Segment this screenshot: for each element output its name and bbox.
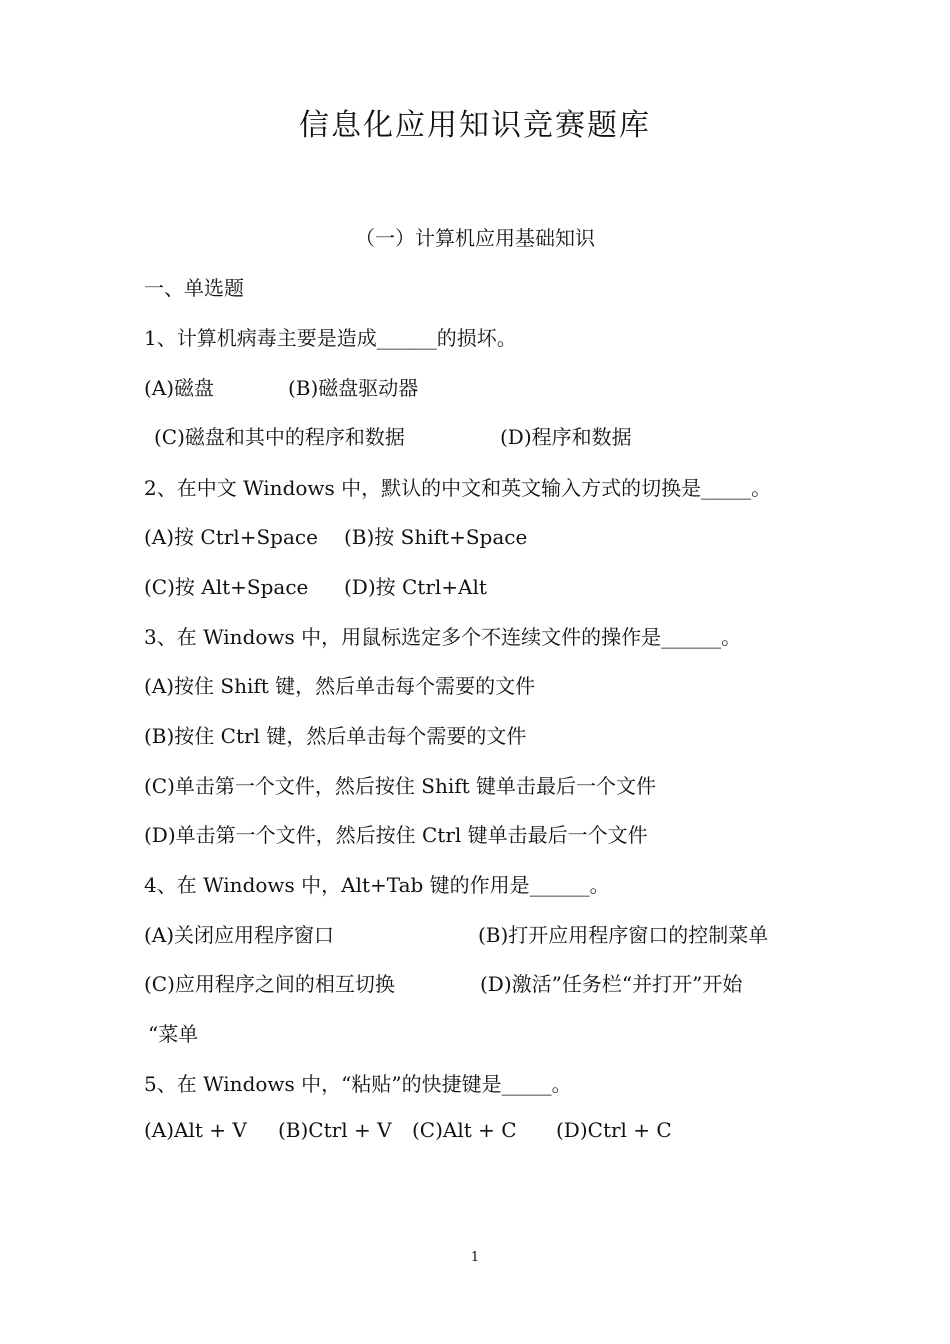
question-2-stem: 2、在中文 Windows 中，默认的中文和英文输入方式的切换是_____。 — [144, 476, 772, 500]
question-4-stem: 4、在 Windows 中，Alt+Tab 键的作用是______。 — [144, 873, 610, 897]
question-4-option-a: (A)关闭应用程序窗口 — [144, 923, 335, 947]
part-heading: 一、单选题 — [144, 276, 244, 300]
question-5-option-b: (B)Ctrl + V — [278, 1118, 392, 1142]
question-1-option-a: (A)磁盘 — [144, 376, 215, 400]
question-1-option-d: (D)程序和数据 — [500, 425, 632, 449]
question-4-options-row-2 — [144, 968, 844, 996]
question-2-option-b: (B)按 Shift+Space — [344, 525, 528, 549]
question-4-option-c: (C)应用程序之间的相互切换 — [144, 972, 395, 996]
question-3-option-a: (A)按住 Shift 键，然后单击每个需要的文件 — [144, 674, 536, 698]
question-1-options-row-2 — [154, 421, 854, 449]
question-2-option-c: (C)按 Alt+Space — [144, 575, 309, 599]
document-title: 信息化应用知识竞赛题库 — [299, 108, 651, 143]
question-5-option-d: (D)Ctrl + C — [556, 1118, 672, 1142]
question-3-stem: 3、在 Windows 中，用鼠标选定多个不连续文件的操作是______。 — [144, 625, 742, 649]
question-1-option-c: (C)磁盘和其中的程序和数据 — [154, 425, 405, 449]
question-3-option-d: (D)单击第一个文件，然后按住 Ctrl 键单击最后一个文件 — [144, 823, 648, 847]
question-1-stem: 1、计算机病毒主要是造成______的损坏。 — [144, 326, 517, 350]
question-5-option-c: (C)Alt + C — [412, 1118, 517, 1142]
question-4-options-row-1 — [144, 919, 844, 947]
question-5-option-a: (A)Alt + V — [144, 1118, 247, 1142]
question-4-option-d: (D)激活”任务栏“并打开”开始 — [480, 972, 743, 996]
question-1-option-b: (B)磁盘驱动器 — [288, 376, 419, 400]
question-3-option-b: (B)按住 Ctrl 键，然后单击每个需要的文件 — [144, 724, 527, 748]
question-2-options-row-2 — [144, 571, 844, 599]
question-4-option-b: (B)打开应用程序窗口的控制菜单 — [478, 923, 769, 947]
question-2-option-d: (D)按 Ctrl+Alt — [344, 575, 487, 599]
question-4-option-d-continuation: “菜单 — [148, 1022, 199, 1046]
question-3-option-c: (C)单击第一个文件，然后按住 Shift 键单击最后一个文件 — [144, 774, 657, 798]
question-2-option-a: (A)按 Ctrl+Space — [144, 525, 318, 549]
question-1-options-row-1 — [144, 372, 844, 400]
page-number: 1 — [470, 1250, 480, 1265]
question-5-options-row — [144, 1118, 844, 1146]
section-title: （一）计算机应用基础知识 — [355, 226, 595, 250]
question-2-options-row-1 — [144, 521, 844, 549]
question-5-stem: 5、在 Windows 中，“粘贴”的快捷键是_____。 — [144, 1072, 572, 1096]
